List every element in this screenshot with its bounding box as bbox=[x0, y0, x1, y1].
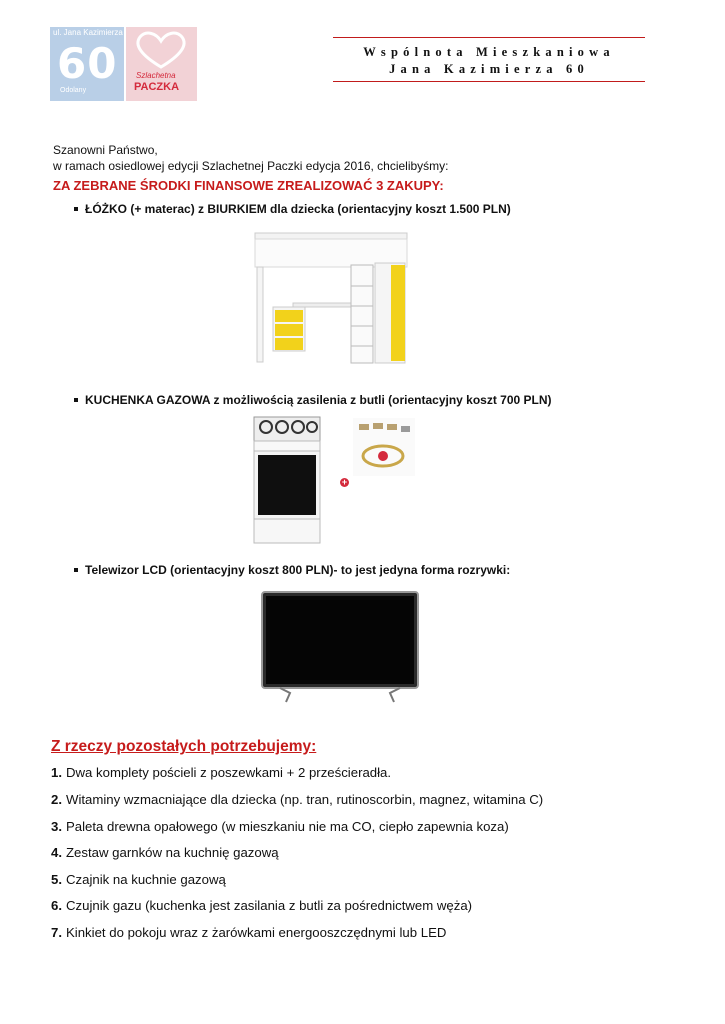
logo bbox=[50, 27, 197, 101]
list-item-number: 5. bbox=[51, 872, 62, 887]
lcd-tv-image bbox=[260, 590, 420, 705]
logo-number: 60 bbox=[57, 39, 118, 88]
list-item-number: 2. bbox=[51, 792, 62, 807]
heart-icon bbox=[126, 27, 197, 73]
list-item-text: Czajnik na kuchnie gazową bbox=[66, 872, 226, 887]
list-item-text: Czujnik gazu (kuchenka jest zasilania z butli za pośrednictwem węża) bbox=[66, 898, 473, 913]
list-item-text: Kinkiet do pokoju wraz z żarówkami energooszczędnymi lub LED bbox=[66, 925, 447, 940]
gas-hose-kit-image bbox=[353, 418, 415, 476]
list-item bbox=[51, 845, 279, 860]
purchase-item bbox=[74, 562, 510, 578]
list-item-number: 6. bbox=[51, 898, 62, 913]
list-item bbox=[51, 792, 543, 807]
gas-stove-image bbox=[252, 415, 322, 545]
purchase-item bbox=[74, 201, 511, 217]
logo-address: ul. Jana Kazimierza bbox=[53, 28, 123, 37]
plus-icon: + bbox=[341, 477, 348, 487]
needs-heading: Z rzeczy pozostałych potrzebujemy: bbox=[51, 738, 317, 755]
purchase-label: KUCHENKA GAZOWA z możliwością zasilenia z butli (orientacyjny koszt 700 PLN) bbox=[85, 393, 552, 407]
logo-address-block bbox=[50, 27, 124, 101]
list-item-text: Dwa komplety pościeli z poszewkami + 2 prześcieradła. bbox=[66, 765, 392, 780]
list-item bbox=[51, 819, 509, 834]
list-item bbox=[51, 872, 226, 887]
list-item-number: 7. bbox=[51, 925, 62, 940]
intro-text: w ramach osiedlowej edycji Szlachetnej Paczki edycja 2016, chcielibyśmy: bbox=[53, 159, 449, 173]
bullet-icon bbox=[74, 398, 78, 402]
logo-district: Odolany bbox=[60, 87, 87, 94]
logo-brand-line1: Szlachetna bbox=[136, 71, 176, 80]
list-item-number: 4. bbox=[51, 845, 62, 860]
list-item-number: 3. bbox=[51, 819, 62, 834]
bullet-icon bbox=[74, 568, 78, 572]
purchase-item bbox=[74, 392, 552, 408]
list-item-number: 1. bbox=[51, 765, 62, 780]
loft-bed-desk-image bbox=[253, 231, 410, 364]
szlachetna-paczka-logo bbox=[126, 27, 197, 101]
header-line1: Wspólnota Mieszkaniowa bbox=[363, 45, 615, 59]
logo-brand-line2: PACZKA bbox=[134, 81, 180, 93]
list-item bbox=[51, 765, 391, 780]
header-title bbox=[333, 44, 645, 78]
list-item bbox=[51, 925, 446, 940]
list-item-text: Zestaw garnków na kuchnię gazową bbox=[66, 845, 279, 860]
bullet-icon bbox=[74, 207, 78, 211]
header-rule-bottom bbox=[333, 81, 645, 82]
purchase-label: ŁÓŻKO (+ materac) z BIURKIEM dla dziecka (orientacyjny koszt 1.500 PLN) bbox=[85, 202, 511, 216]
header-line2: Jana Kazimierza 60 bbox=[389, 62, 589, 76]
list-item-text: Witaminy wzmacniające dla dziecka (np. tran, rutinoscorbin, magnez, witamina C) bbox=[66, 792, 544, 807]
purchases-headline: ZA ZEBRANE ŚRODKI FINANSOWE ZREALIZOWAĆ 3 ZAKUPY: bbox=[53, 178, 444, 193]
purchase-label: Telewizor LCD (orientacyjny koszt 800 PLN)- to jest jedyna forma rozrywki: bbox=[85, 563, 511, 577]
list-item bbox=[51, 898, 472, 913]
header-rule-top bbox=[333, 37, 645, 38]
greeting: Szanowni Państwo, bbox=[53, 143, 158, 157]
list-item-text: Paleta drewna opałowego (w mieszkaniu nie ma CO, ciepło zapewnia koza) bbox=[66, 819, 509, 834]
